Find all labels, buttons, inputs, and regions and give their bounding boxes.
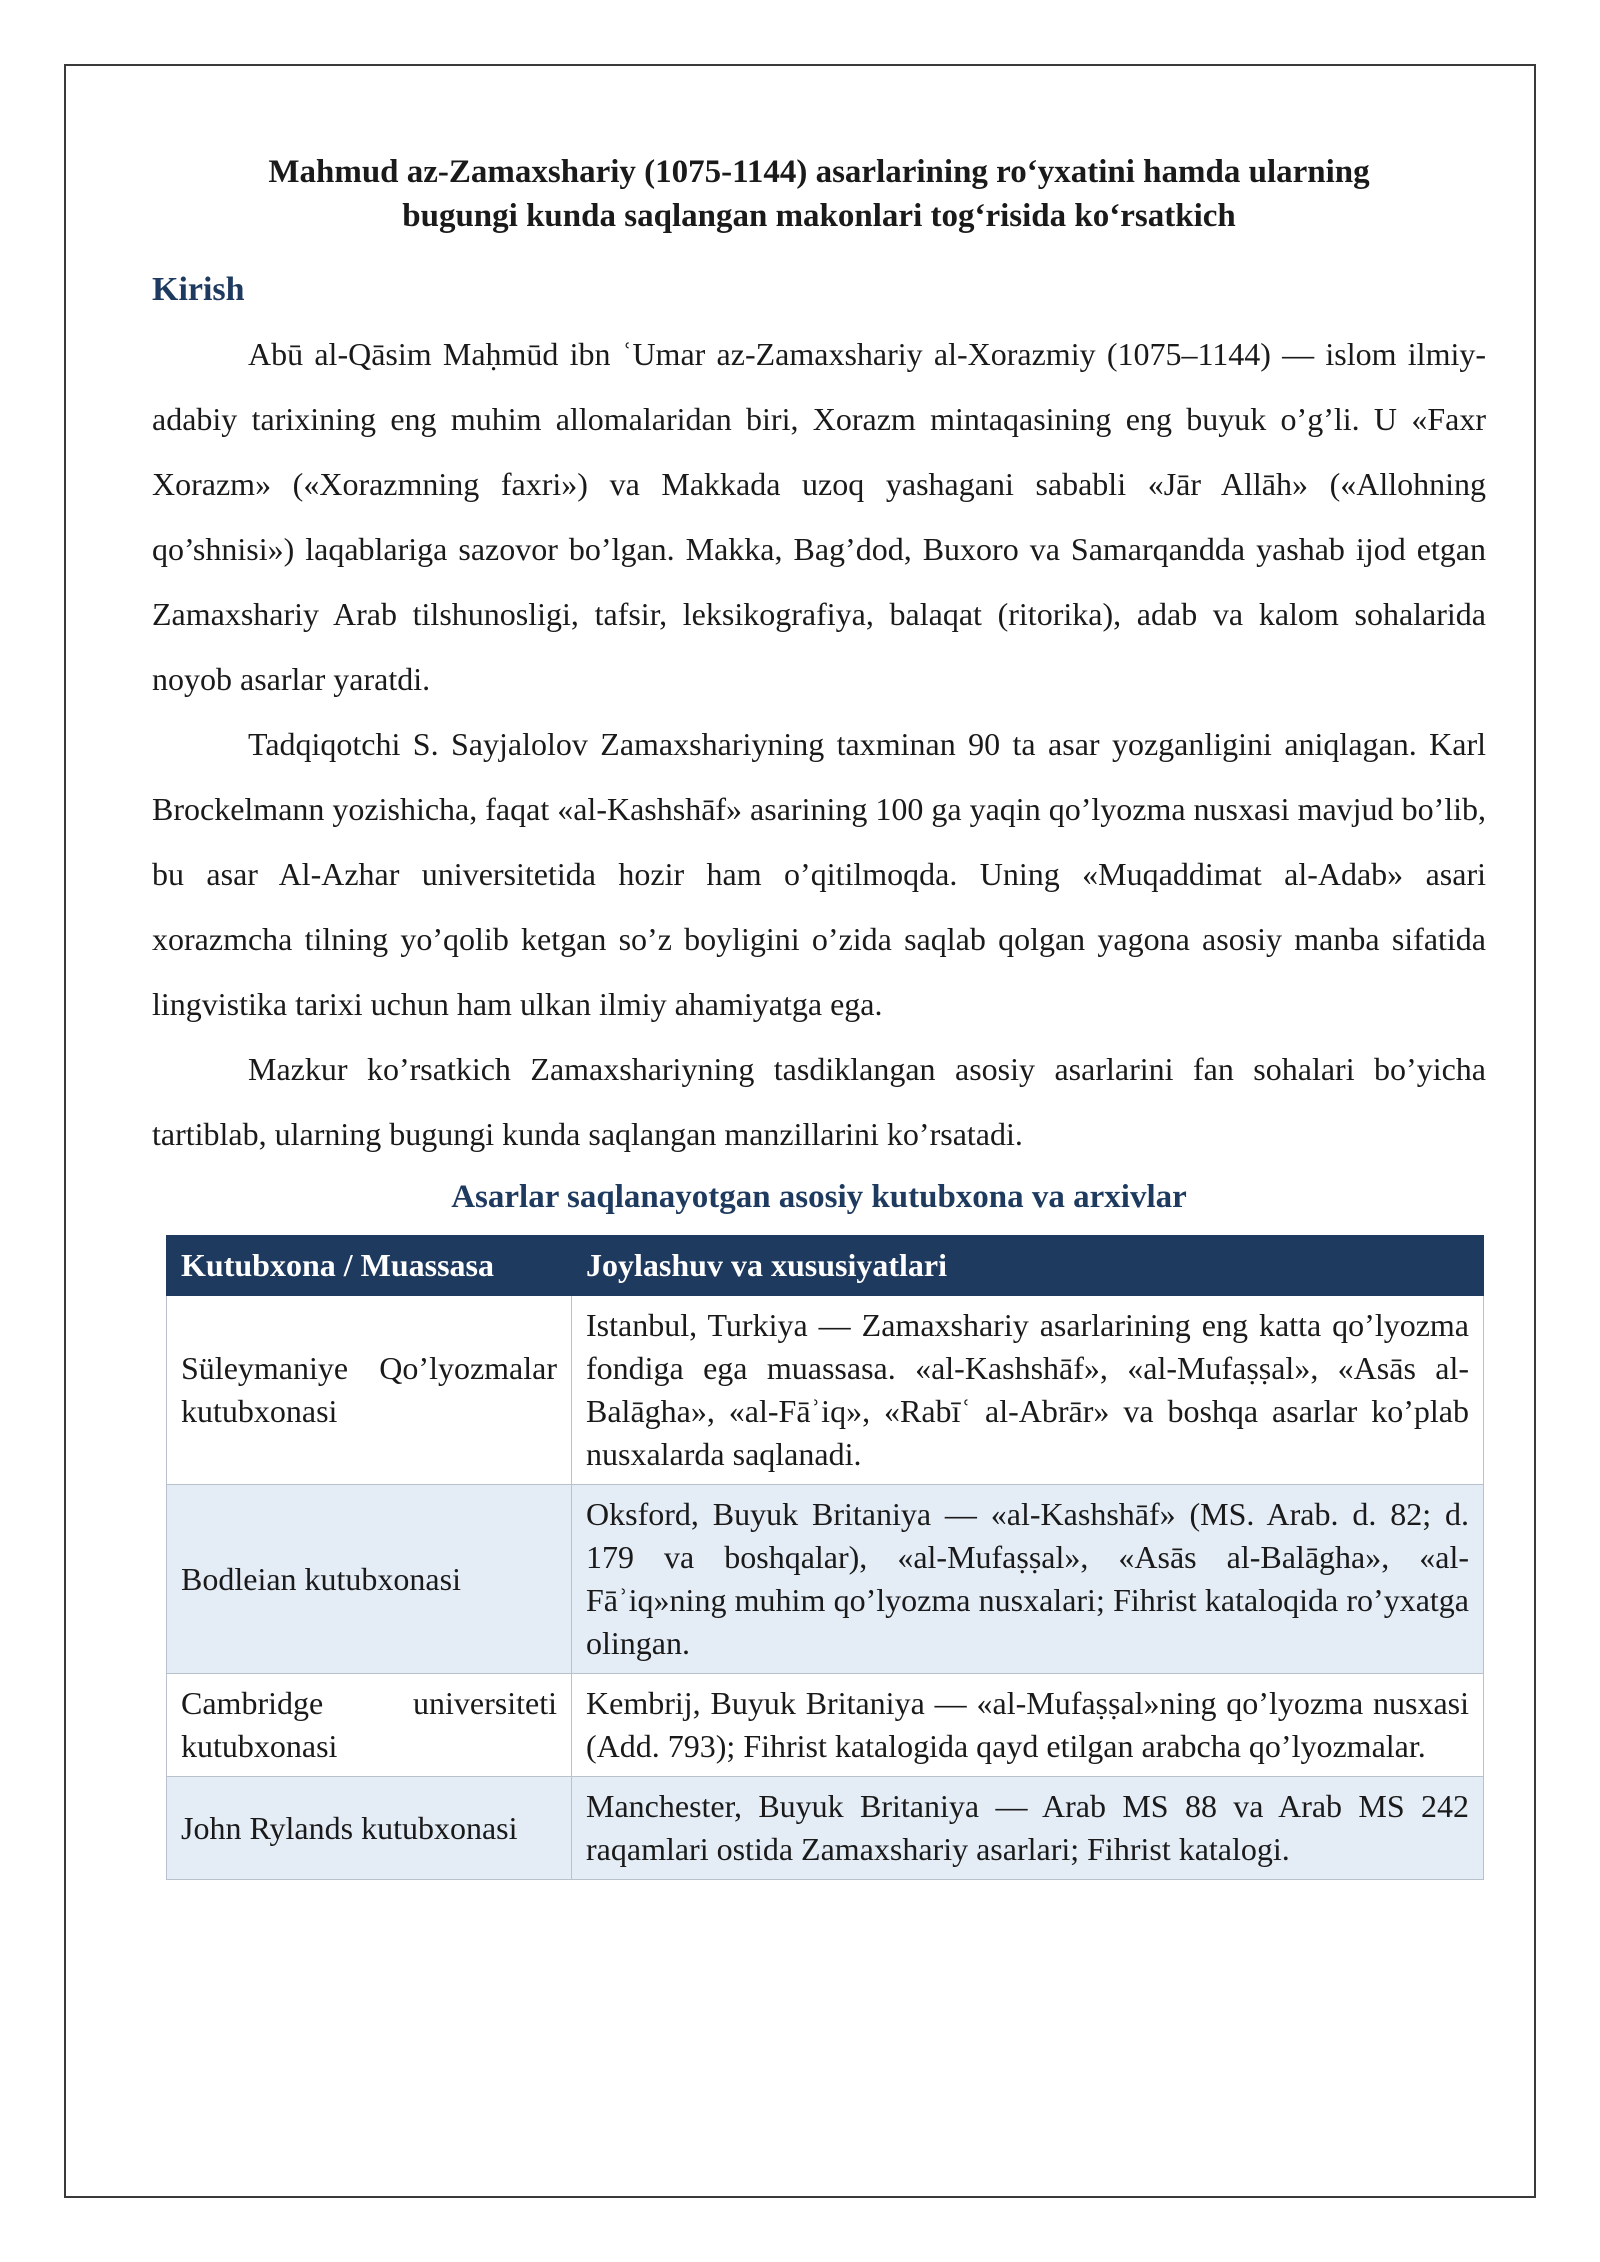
table-header-row (167, 1236, 1484, 1296)
table-row (167, 1777, 1484, 1880)
table-row (167, 1674, 1484, 1777)
document-body (152, 150, 1486, 1880)
library-details: Oksford, Buyuk Britaniya — «al-Kashshāf» (MS. Arab. d. 82; d. 179 va boshqalar), «al-Mufaṣṣal», «Asās al-Balāgha», «al-Fāʾiq»ning muhim qo’lyozma nusxalari; Fihrist kataloqida ro’yxatga olingan. (572, 1485, 1484, 1674)
header-details: Joylashuv va xususiyatlari (572, 1236, 1484, 1296)
table-row (167, 1485, 1484, 1674)
document-title-line-1: Mahmud az-Zamaxshariy (1075-1144) asarlarining ro‘yxatini hamda ularning (268, 154, 1370, 190)
paragraph-1: Abū al-Qāsim Maḥmūd ibn ʿUmar az-Zamaxshariy al-Xorazmiy (1075–1144) — islom ilmiy-adabiy tarixining eng muhim allomalaridan biri, Xorazm mintaqasining eng buyuk o’g’li. U «Faxr Xorazm» («Xorazmning faxri») va Makkada uzoq yashagani sababli «Jār Allāh» («Allohning qo’shnisi») laqablariga sazovor bo’lgan. Makka, Bag’dod, Buxoro va Samarqandda yashab ijod etgan Zamaxshariy Arab tilshunosligi, tafsir, leksikografiya, balaqat (ritorika), adab va kalom sohalarida noyob asarlar yaratdi. (152, 336, 1486, 697)
library-details: Istanbul, Turkiya — Zamaxshariy asarlarining eng katta qo’lyozma fondiga ega muassasa. «al-Kashshāf», «al-Mufaṣṣal», «Asās al-Balāgha», «al-Fāʾiq», «Rabīʿ al-Abrār» va boshqa asarlar ko’plab nusxalarda saqlanadi. (572, 1296, 1484, 1485)
library-name: Cambridge universiteti kutubxonasi (167, 1674, 572, 1777)
library-name: Süleymaniye Qo’lyozmalar kutubxonasi (167, 1296, 572, 1485)
paragraph-2: Tadqiqotchi S. Sayjalolov Zamaxshariyning taxminan 90 ta asar yozganligini aniqlagan. Karl Brockelmann yozishicha, faqat «al-Kashshāf» asarining 100 ga yaqin qo’lyozma nusxasi mavjud bo’lib, bu asar Al-Azhar universitetida hozir ham o’qitilmoqda. Uning «Muqaddimat al-Adab» asari xorazmcha tilning yo’qolib ketgan so’z boyligini o’zida saqlab qolgan yagona asosiy manba sifatida lingvistika tarixi uchun ham ulkan ilmiy ahamiyatga ega. (152, 726, 1486, 1022)
section-heading: Kirish (152, 271, 245, 308)
header-library: Kutubxona / Muassasa (167, 1236, 572, 1296)
table-row (167, 1296, 1484, 1485)
document-title (152, 150, 1486, 238)
table-title: Asarlar saqlanayotgan asosiy kutubxona va arxivlar (451, 1179, 1187, 1215)
library-name: John Rylands kutubxonasi (167, 1777, 572, 1880)
library-details: Manchester, Buyuk Britaniya — Arab MS 88 va Arab MS 242 raqamlari ostida Zamaxshariy asarlari; Fihrist katalogi. (572, 1777, 1484, 1880)
library-details: Kembrij, Buyuk Britaniya — «al-Mufaṣṣal»ning qo’lyozma nusxasi (Add. 793); Fihrist katalogida qayd etilgan arabcha qo’lyozmalar. (572, 1674, 1484, 1777)
library-name: Bodleian kutubxonasi (167, 1485, 572, 1674)
libraries-table (166, 1235, 1484, 1880)
paragraph-3: Mazkur ko’rsatkich Zamaxshariyning tasdiklangan asosiy asarlarini fan sohalari bo’yicha tartiblab, ularning bugungi kunda saqlangan manzillarini ko’rsatadi. (152, 1051, 1486, 1152)
document-title-line-2: bugungi kunda saqlangan makonlari tog‘risida ko‘rsatkich (402, 198, 1236, 234)
